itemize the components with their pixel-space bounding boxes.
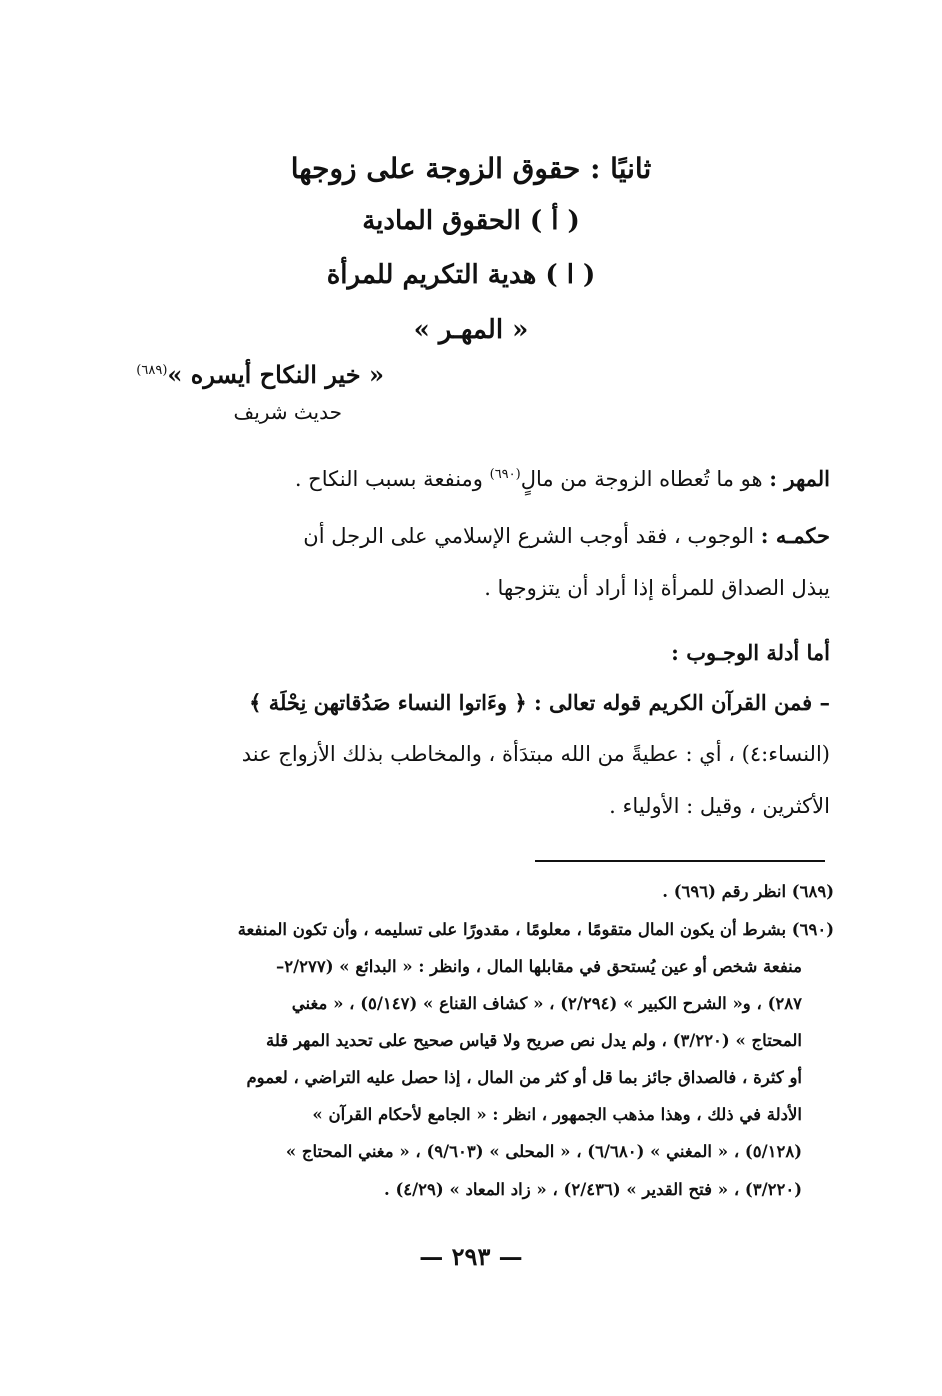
footnote-690-line-8: (٣/٢٢٠) ، « فتح القدير » (٢/٤٣٦) ، « زاد المعاد » (٤/٢٩) . [384, 1180, 802, 1199]
quran-line-1: – فمن القرآن الكريم قوله تعالى : ﴿ وءَاتوا النساء صَدُقاتهن نِحْلَة ﴾ [249, 690, 830, 715]
evidence-heading: أما أدلة الوجـوب : [671, 640, 830, 665]
quran-line-2: (النساء:٤) ، أي : عطيةً من الله مبتدَأة ، والمخاطب بذلك الأزواج عند [241, 742, 830, 766]
subsection-title: ( أ ) الحقوق المادية [362, 206, 580, 236]
hukm-term: حكمـه : [760, 523, 830, 548]
footnote-690-line-7: (٥/١٢٨) ، « المغني » (٦/٦٨٠) ، « المحلى » (٩/٦٠٣) ، « مغني المحتاج » [285, 1142, 802, 1161]
topic-title: « المهـر » [413, 315, 529, 345]
mahr-footnote-ref: (٦٩٠) [489, 467, 521, 482]
footnote-690-line-4: المحتاج » (٣/٢٢٠) ، ولم يدل نص صريح ولا قياس صحيح على تحديد المهر قلة [266, 1031, 802, 1050]
mahr-text-b: ومنفعة بسبب النكاح . [294, 467, 490, 491]
hadith-source: حديث شريف [233, 400, 342, 424]
footnote-690-line-6: الأدلة في ذلك ، وهذا مذهب الجمهور ، انظر : « الجامع لأحكام القرآن » [312, 1105, 802, 1124]
hadith-quote [136, 360, 384, 389]
footnote-689: (٦٨٩) انظر رقم (٦٩٦) . [662, 882, 834, 901]
section-title: ثانيًا : حقوق الزوجة على زوجها [290, 152, 652, 185]
mahr-text-a: هو ما تُعطاه الزوجة من مالٍ [520, 467, 770, 491]
quran-line-3: الأكثرين ، وقيل : الأولياء . [609, 794, 830, 818]
footnote-separator [535, 860, 825, 862]
hukm-line-2: يبذل الصداق للمرأة إذا أراد أن يتزوجها . [484, 576, 830, 600]
footnote-690-line-5: أو كثرة ، فالصداق جائز بما قل أو كثر من المال ، إذا حصل عليه التراضي ، لعموم [246, 1068, 802, 1087]
hadith-footnote-ref: (٦٨٩) [136, 363, 168, 378]
hukm-line-1 [120, 523, 830, 548]
mahr-term: المهر : [769, 466, 830, 491]
hukm-text: الوجوب ، فقد أوجب الشرع الإسلامي على الرجل أن [303, 524, 761, 548]
footnote-690-line-2: منفعة شخص أو عين يُستحق في مقابلها المال ، وانظر : « البدائع » (٢/٢٧٧– [275, 957, 802, 976]
footnote-690-line-3: ٢٨٧) ، و« الشرح الكبير » (٢/٢٩٤) ، « كشاف القناع » (٥/١٤٧) ، « مغني [291, 994, 802, 1013]
hadith-text: « خير النكاح أيسره » [167, 360, 384, 389]
subsubsection-title: ( ا ) هدية التكريم للمرأة [326, 260, 596, 290]
mahr-definition [120, 466, 830, 491]
footnote-690-line-1: (٦٩٠) بشرط أن يكون المال متقومًا ، معلومًا ، مقدورًا على تسليمه ، وأن تكون المنفعة [237, 920, 834, 939]
page-number: — ٢٩٣ — [419, 1242, 523, 1271]
